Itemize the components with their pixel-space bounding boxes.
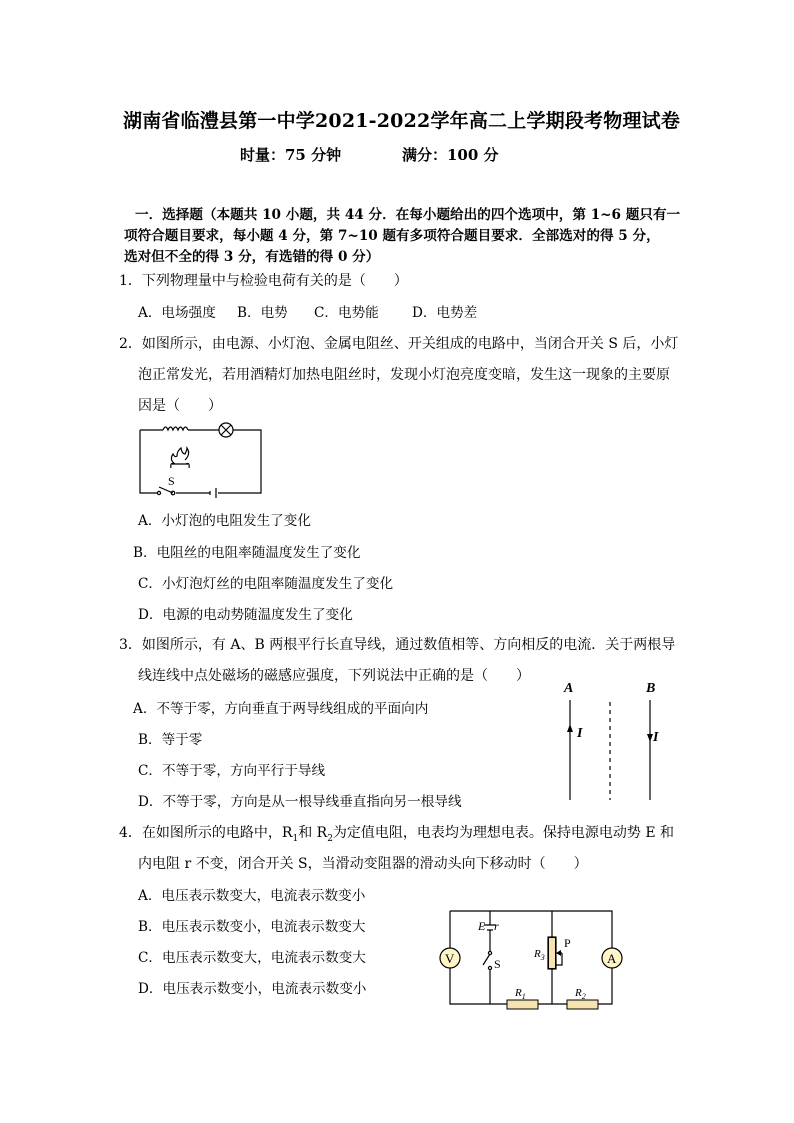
- r3-label: $R_3$: [534, 948, 545, 962]
- q2-stem-line2: 泡正常发光，若用酒精灯加热电阻丝时，发现小灯泡亮度变暗，发生这一现象的主要原: [138, 367, 670, 383]
- resistance-wire-icon: [163, 427, 188, 430]
- q2-stem-line1: 2．如图所示，由电源、小灯泡、金属电阻丝、开关组成的电路中，当闭合开关 S 后，小灯: [119, 336, 679, 352]
- arrow-up-icon: [567, 724, 573, 732]
- q3-stem-line1: 3．如图所示，有 A、B 两根平行长直导线，通过数值相等、方向相反的电流．关于两根导: [119, 637, 676, 653]
- section-heading-line1: 一．选择题（本题共 10 小题，共 44 分．在每小题给出的四个选项中，第 1~6 题只有一: [135, 207, 681, 223]
- slider-arrow-icon: [556, 950, 561, 956]
- q3-option-a: A．不等于零，方向垂直于两导线组成的平面向内: [133, 701, 429, 717]
- q4-option-a: A．电压表示数变大，电流表示数变小: [138, 888, 366, 904]
- rheostat-body: [549, 938, 556, 969]
- q3-option-b: B．等于零: [138, 732, 203, 748]
- q2-option-d: D．电源的电动势随温度发生了变化: [138, 607, 353, 623]
- q2-option-b: B．电阻丝的电阻率随温度发生了变化: [133, 545, 361, 561]
- q3-wires-figure: [555, 676, 677, 802]
- page-title: 湖南省临澧县第一中学2021-2022学年高二上学期段考物理试卷: [123, 110, 681, 132]
- q4-option-b: B．电压表示数变小，电流表示数变大: [138, 919, 366, 935]
- emf-label: E: [478, 919, 486, 933]
- r1-label: $R_1$: [515, 987, 526, 1001]
- ammeter-label: A: [607, 951, 617, 966]
- alcohol-lamp-icon: [171, 464, 189, 469]
- switch-icon: [483, 954, 490, 965]
- r2-label: $R_2$: [575, 987, 586, 1001]
- resistor-r1: [507, 1000, 538, 1009]
- q2-option-c: C．小灯泡灯丝的电阻率随温度发生了变化: [138, 576, 394, 592]
- q1-option-b: B．电势: [237, 305, 288, 321]
- current-b-label: I: [653, 730, 659, 745]
- q1-option-a: A．电场强度: [138, 305, 216, 321]
- slider-p-label: P: [564, 936, 571, 950]
- wire-a-label: A: [564, 681, 574, 696]
- q2-circuit-figure: [138, 418, 266, 498]
- flame-icon: [171, 448, 188, 464]
- section-heading-line3: 选对但不全的得 3 分，有选错的得 0 分）: [124, 249, 380, 265]
- full-score: 满分：100 分: [402, 146, 499, 164]
- q3-stem-line2: 线连线中点处磁场的磁感应强度，下列说法中正确的是（ ）: [138, 668, 530, 684]
- time-limit: 时量：75 分钟: [240, 146, 342, 164]
- q4-circuit-figure: [430, 905, 630, 1013]
- q2-option-a: A．小灯泡的电阻发生了变化: [138, 513, 311, 529]
- q3-option-d: D．不等于零，方向是从一根导线垂直指向另一根导线: [138, 794, 462, 810]
- section-heading-line2: 项符合题目要求，每小题 4 分，第 7~10 题有多项符合题目要求．全部选对的得 5 分，: [124, 228, 660, 244]
- q2-switch-label: S: [168, 474, 175, 488]
- q4-stem-line2: 内电阻 r 不变，闭合开关 S，当滑动变阻器的滑动头向下移动时（ ）: [138, 856, 588, 872]
- q1-option-c: C．电势能: [314, 305, 379, 321]
- q3-option-c: C．不等于零，方向平行于导线: [138, 763, 326, 779]
- q2-stem-line3: 因是（ ）: [138, 398, 222, 414]
- q1-option-d: D．电势差: [412, 305, 478, 321]
- q4-option-c: C．电压表示数变大，电流表示数变大: [138, 950, 366, 966]
- switch-label: S: [494, 957, 501, 971]
- wire-b-label: B: [646, 681, 656, 696]
- q4-stem-line1: 4．在如图所示的电路中，$R_1$和 $R_2$为定值电阻，电表均为理想电表。保持电源电动势 E 和: [119, 825, 675, 844]
- current-a-label: I: [577, 726, 583, 741]
- q4-option-d: D．电压表示数变小，电流表示数变小: [138, 981, 367, 997]
- voltmeter-label: V: [445, 951, 455, 966]
- internal-r-label: r: [494, 919, 499, 933]
- resistor-r2: [567, 1000, 598, 1009]
- q1-stem: 1．下列物理量中与检验电荷有关的是（ ）: [119, 273, 408, 289]
